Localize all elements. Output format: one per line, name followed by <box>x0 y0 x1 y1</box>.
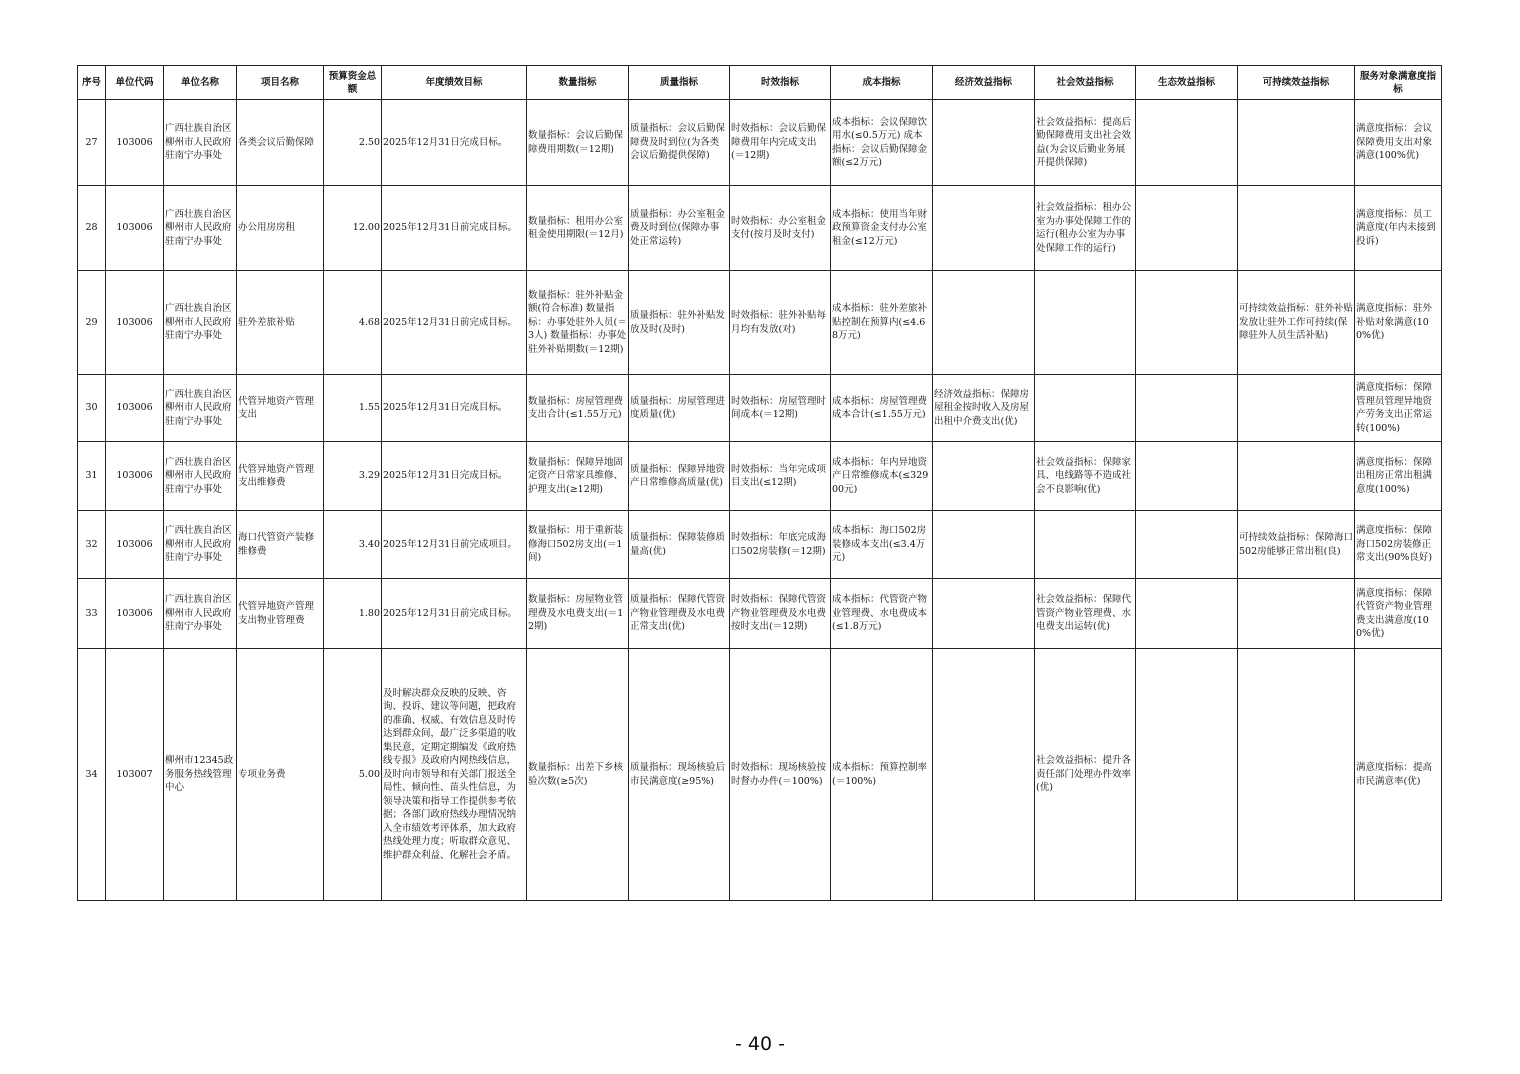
cell-satisfaction: 满意度指标：保障代管资产物业管理费支出满意度(100%优) <box>1355 579 1442 649</box>
cell-economic <box>933 186 1035 271</box>
header-code: 单位代码 <box>106 66 164 100</box>
cell-goal: 及时解决群众反映的反映、咨询、投诉、建议等问题，把政府的准确、权威、有效信息及时传达到群众间，最广泛多渠道的收集民意，定期定期编发《政府热线专报》及政府内网热线信息，及时向市领导和有关部门报送全局性、倾向性、苗头性信息，为领导决策和指导工作提供参考依据；各部门政府热线办理情况纳入全市绩效考评体系，加大政府热线处理力度；听取群众意见、维护群众利益、化解社会矛盾。 <box>382 649 527 901</box>
cell-social <box>1035 375 1136 442</box>
cell-sustainable <box>1238 442 1355 511</box>
cell-goal: 2025年12月31日前完成目标。 <box>382 271 527 375</box>
cell-code: 103006 <box>106 100 164 186</box>
cell-quantity: 数量指标：房屋物业管理费及水电费支出(＝12期) <box>527 579 629 649</box>
cell-project: 代管异地资产管理支出物业管理费 <box>237 579 324 649</box>
cell-cost: 成本指标：使用当年财政预算资金支付办公室租金(≤12万元) <box>831 186 933 271</box>
header-social: 社会效益指标 <box>1035 66 1136 100</box>
cell-economic <box>933 511 1035 579</box>
table-row <box>78 442 1442 511</box>
cell-code: 103006 <box>106 442 164 511</box>
cell-quantity: 数量指标：会议后勤保障费用期数(＝12期) <box>527 100 629 186</box>
cell-quantity: 数量指标：保障异地固定资产日常家具维修、护理支出(≥12期) <box>527 442 629 511</box>
cell-quality: 质量指标：保障代管资产物业管理费及水电费正常支出(优) <box>629 579 730 649</box>
cell-code: 103006 <box>106 511 164 579</box>
cell-unit: 广西壮族自治区柳州市人民政府驻南宁办事处 <box>164 271 237 375</box>
cell-code: 103006 <box>106 579 164 649</box>
cell-sustainable <box>1238 579 1355 649</box>
cell-goal: 2025年12月31日前完成目标。 <box>382 186 527 271</box>
cell-quality: 质量指标：驻外补贴发放及时(及时) <box>629 271 730 375</box>
cell-quality: 质量指标：保障装修质量高(优) <box>629 511 730 579</box>
cell-social: 社会效益指标：保障代管资产物业管理费、水电费支出运转(优) <box>1035 579 1136 649</box>
cell-budget: 5.00 <box>324 649 382 901</box>
cell-budget: 1.55 <box>324 375 382 442</box>
cell-ecological <box>1136 442 1238 511</box>
cell-quantity: 数量指标：驻外补贴金额(符合标准) 数量指标：办事处驻外人员(＝3人) 数量指标：办事处驻外补贴期数(＝12期) <box>527 271 629 375</box>
header-sustainable: 可持续效益指标 <box>1238 66 1355 100</box>
cell-timeliness: 时效指标：办公室租金支付(按月及时支付) <box>730 186 831 271</box>
cell-ecological <box>1136 579 1238 649</box>
cell-ecological <box>1136 649 1238 901</box>
cell-unit: 广西壮族自治区柳州市人民政府驻南宁办事处 <box>164 442 237 511</box>
cell-goal: 2025年12月31日完成目标。 <box>382 100 527 186</box>
cell-no: 30 <box>78 375 106 442</box>
cell-no: 27 <box>78 100 106 186</box>
cell-economic <box>933 649 1035 901</box>
cell-quantity: 数量指标：租用办公室租金使用期限(＝12月) <box>527 186 629 271</box>
page-number: - 40 - <box>735 1033 785 1055</box>
header-no: 序号 <box>78 66 106 100</box>
cell-no: 28 <box>78 186 106 271</box>
cell-social: 社会效益指标：提升各责任部门处理办件效率(优) <box>1035 649 1136 901</box>
cell-quality: 质量指标：办公室租金费及时到位(保障办事处正常运转) <box>629 186 730 271</box>
cell-code: 103007 <box>106 649 164 901</box>
cell-satisfaction: 满意度指标：驻外补贴对象满意(100%优) <box>1355 271 1442 375</box>
header-row <box>78 66 1442 100</box>
cell-quality: 质量指标：保障异地资产日常维修高质量(优) <box>629 442 730 511</box>
table-row <box>78 186 1442 271</box>
cell-no: 32 <box>78 511 106 579</box>
cell-code: 103006 <box>106 375 164 442</box>
cell-economic <box>933 579 1035 649</box>
header-budget: 预算资金总额 <box>324 66 382 100</box>
cell-cost: 成本指标：年内异地资产日常维修成本(≤32900元) <box>831 442 933 511</box>
cell-satisfaction: 满意度指标：会议保障费用支出对象满意(100%优) <box>1355 100 1442 186</box>
cell-unit: 广西壮族自治区柳州市人民政府驻南宁办事处 <box>164 579 237 649</box>
cell-timeliness: 时效指标：保障代管资产物业管理费及水电费按时支出(＝12期) <box>730 579 831 649</box>
cell-goal: 2025年12月31日前完成项目。 <box>382 511 527 579</box>
cell-quality: 质量指标：现场核验后市民满意度(≥95%) <box>629 649 730 901</box>
cell-budget: 3.29 <box>324 442 382 511</box>
cell-project: 办公用房房租 <box>237 186 324 271</box>
cell-economic <box>933 271 1035 375</box>
header-project: 项目名称 <box>237 66 324 100</box>
table-row <box>78 579 1442 649</box>
cell-project: 海口代管资产装修维修费 <box>237 511 324 579</box>
cell-sustainable <box>1238 186 1355 271</box>
header-quantity: 数量指标 <box>527 66 629 100</box>
cell-cost: 成本指标：驻外差旅补贴控制在预算内(≤4.68万元) <box>831 271 933 375</box>
cell-satisfaction: 满意度指标：保障出租房正常出租满意度(100%) <box>1355 442 1442 511</box>
table-row <box>78 649 1442 901</box>
cell-project: 专项业务费 <box>237 649 324 901</box>
header-ecological: 生态效益指标 <box>1136 66 1238 100</box>
cell-budget: 3.40 <box>324 511 382 579</box>
cell-timeliness: 时效指标：年底完成海口502房装修(＝12期) <box>730 511 831 579</box>
cell-budget: 1.80 <box>324 579 382 649</box>
table-body <box>78 100 1442 901</box>
cell-project: 各类会议后勤保障 <box>237 100 324 186</box>
cell-satisfaction: 满意度指标：保障海口502房装修正常支出(90%良好) <box>1355 511 1442 579</box>
cell-economic: 经济效益指标：保障房屋租金按时收入及房屋出租中介费支出(优) <box>933 375 1035 442</box>
cell-sustainable <box>1238 649 1355 901</box>
cell-budget: 4.68 <box>324 271 382 375</box>
cell-budget: 12.00 <box>324 186 382 271</box>
cell-ecological <box>1136 186 1238 271</box>
cell-quality: 质量指标：房屋管理进度质量(优) <box>629 375 730 442</box>
cell-no: 31 <box>78 442 106 511</box>
cell-sustainable <box>1238 100 1355 186</box>
cell-unit: 广西壮族自治区柳州市人民政府驻南宁办事处 <box>164 100 237 186</box>
cell-social <box>1035 271 1136 375</box>
cell-quantity: 数量指标：用于重新装修海口502房支出(＝1间) <box>527 511 629 579</box>
cell-cost: 成本指标：代管资产物业管理费、水电费成本(≤1.8万元) <box>831 579 933 649</box>
cell-ecological <box>1136 271 1238 375</box>
header-economic: 经济效益指标 <box>933 66 1035 100</box>
cell-sustainable <box>1238 375 1355 442</box>
cell-timeliness: 时效指标：驻外补贴每月均有发放(对) <box>730 271 831 375</box>
cell-quality: 质量指标：会议后勤保障费及时到位(为各类会议后勤提供保障) <box>629 100 730 186</box>
cell-satisfaction: 满意度指标：保障管理员管理异地资产劳务支出正常运转(100%) <box>1355 375 1442 442</box>
cell-cost: 成本指标：会议保障饮用水(≤0.5万元) 成本指标：会议后勤保障金额(≤2万元) <box>831 100 933 186</box>
cell-ecological <box>1136 511 1238 579</box>
cell-goal: 2025年12月31日前完成目标。 <box>382 579 527 649</box>
header-goal: 年度绩效目标 <box>382 66 527 100</box>
cell-cost: 成本指标：房屋管理费成本合计(≤1.55万元) <box>831 375 933 442</box>
cell-satisfaction: 满意度指标：员工满意度(年内未接到投诉) <box>1355 186 1442 271</box>
cell-economic <box>933 442 1035 511</box>
cell-no: 29 <box>78 271 106 375</box>
cell-project: 驻外差旅补贴 <box>237 271 324 375</box>
header-timeliness: 时效指标 <box>730 66 831 100</box>
cell-budget: 2.50 <box>324 100 382 186</box>
cell-quantity: 数量指标：房屋管理费支出合计(≤1.55万元) <box>527 375 629 442</box>
table-row <box>78 511 1442 579</box>
cell-social: 社会效益指标：保障家具、电线路等不造成社会不良影响(优) <box>1035 442 1136 511</box>
header-cost: 成本指标 <box>831 66 933 100</box>
cell-goal: 2025年12月31日完成目标。 <box>382 375 527 442</box>
cell-unit: 广西壮族自治区柳州市人民政府驻南宁办事处 <box>164 186 237 271</box>
header-satisfaction: 服务对象满意度指标 <box>1355 66 1442 100</box>
cell-timeliness: 时效指标：房屋管理时间成本(＝12期) <box>730 375 831 442</box>
cell-cost: 成本指标：海口502房装修成本支出(≤3.4万元) <box>831 511 933 579</box>
cell-unit: 广西壮族自治区柳州市人民政府驻南宁办事处 <box>164 511 237 579</box>
cell-quantity: 数量指标：出差下乡核验次数(≥5次) <box>527 649 629 901</box>
cell-cost: 成本指标：预算控制率(＝100%) <box>831 649 933 901</box>
cell-sustainable: 可持续效益指标：保障海口502房能够正常出租(良) <box>1238 511 1355 579</box>
header-unit: 单位名称 <box>164 66 237 100</box>
cell-no: 33 <box>78 579 106 649</box>
cell-unit: 柳州市12345政务服务热线管理中心 <box>164 649 237 901</box>
cell-social <box>1035 511 1136 579</box>
performance-table <box>77 65 1442 901</box>
cell-project: 代管异地资产管理支出维修费 <box>237 442 324 511</box>
cell-ecological <box>1136 100 1238 186</box>
cell-timeliness: 时效指标：会议后勤保障费用年内完成支出(＝12期) <box>730 100 831 186</box>
cell-code: 103006 <box>106 186 164 271</box>
cell-project: 代管异地资产管理支出 <box>237 375 324 442</box>
table-row <box>78 100 1442 186</box>
table-row <box>78 271 1442 375</box>
cell-no: 34 <box>78 649 106 901</box>
table-row <box>78 375 1442 442</box>
header-quality: 质量指标 <box>629 66 730 100</box>
cell-unit: 广西壮族自治区柳州市人民政府驻南宁办事处 <box>164 375 237 442</box>
cell-satisfaction: 满意度指标：提高市民满意率(优) <box>1355 649 1442 901</box>
cell-social: 社会效益指标：租办公室为办事处保障工作的运行(租办公室为办事处保障工作的运行) <box>1035 186 1136 271</box>
cell-timeliness: 时效指标：当年完成项目支出(≤12期) <box>730 442 831 511</box>
cell-code: 103006 <box>106 271 164 375</box>
cell-timeliness: 时效指标：现场核验按时督办办件(＝100%) <box>730 649 831 901</box>
cell-sustainable: 可持续效益指标：驻外补贴发放让驻外工作可持续(保障驻外人员生活补贴) <box>1238 271 1355 375</box>
cell-economic <box>933 100 1035 186</box>
cell-ecological <box>1136 375 1238 442</box>
cell-social: 社会效益指标：提高后勤保障费用支出社会效益(为会议后勤业务展开提供保障) <box>1035 100 1136 186</box>
cell-goal: 2025年12月31日完成目标。 <box>382 442 527 511</box>
